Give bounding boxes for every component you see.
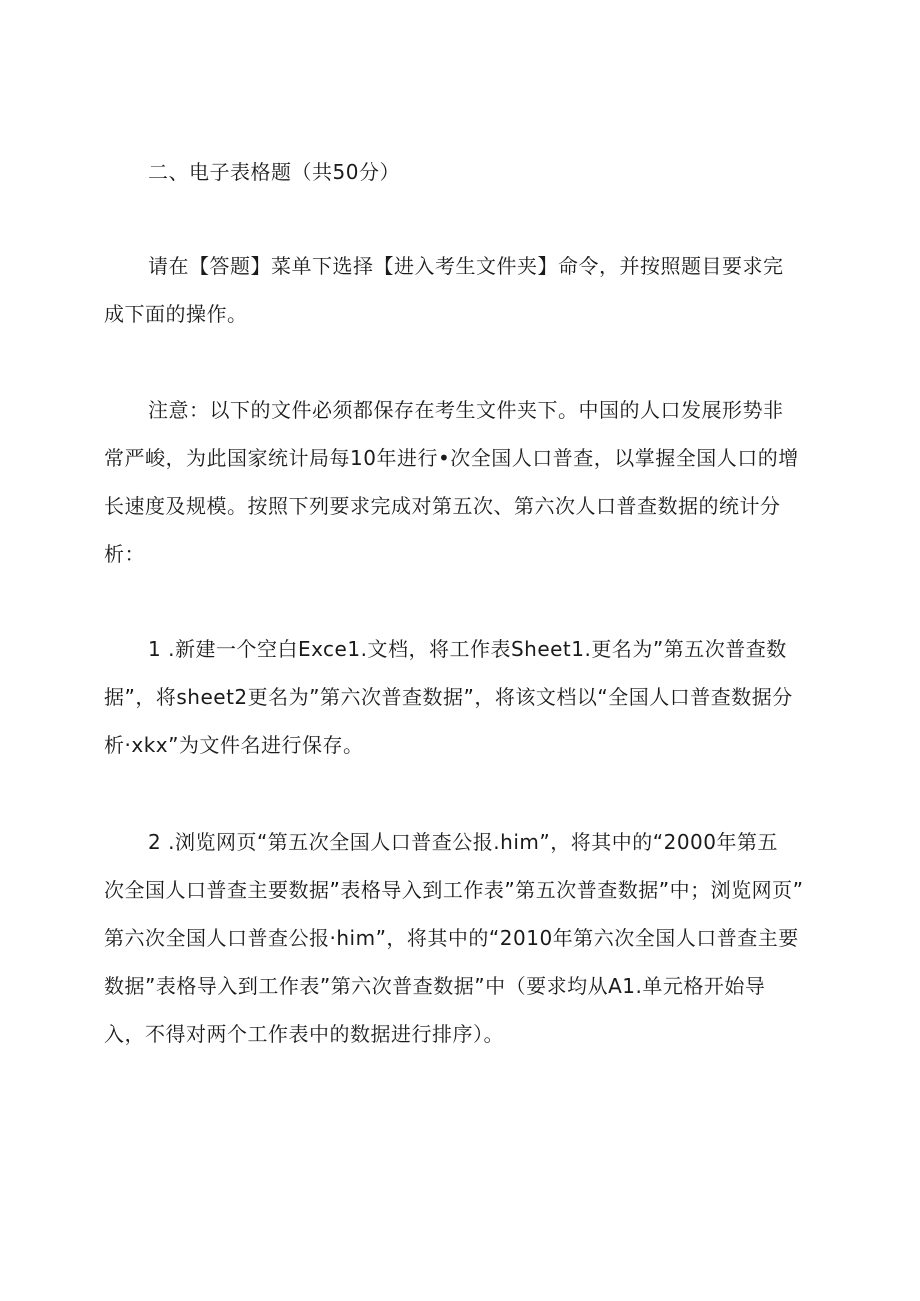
instruction-line: 成下面的操作。 — [104, 302, 248, 326]
task-item-line: 2 .浏览网页“第五次全国人口普查公报.him”，将其中的“2000年第五 — [148, 830, 778, 854]
task-item-line: 次全国人口普查主要数据”表格导入到工作表”第五次普查数据”中；浏览网页” — [104, 878, 804, 902]
task-item-1 — [104, 625, 824, 769]
task-item-line: 数据”表格导入到工作表”第六次普查数据”中（要求均从A1.单元格开始导 — [104, 974, 766, 998]
task-item-line: 析·xkx”为文件名进行保存。 — [104, 733, 364, 757]
notice-line: 注意：以下的文件必须都保存在考生文件夹下。中国的人口发展形势非 — [148, 398, 784, 422]
notice-line: 常严峻，为此国家统计局每10年进行•次全国人口普查，以掌握全国人口的增 — [104, 446, 799, 470]
task-item-line: 据”，将sheet2更名为”第六次普查数据”，将该文档以“全国人口普查数据分 — [104, 685, 793, 709]
heading-text: 二、电子表格题（共50分） — [148, 160, 400, 184]
notice-line: 析： — [104, 542, 145, 566]
notice-line: 长速度及规模。按照下列要求完成对第五次、第六次人口普查数据的统计分 — [104, 494, 781, 518]
task-item-line: 1 .新建一个空白Exce1.文档，将工作表Sheet1.更名为”第五次普查数 — [148, 637, 787, 661]
task-item-line: 入，不得对两个工作表中的数据进行排序）。 — [104, 1022, 504, 1046]
task-item-line: 第六次全国人口普查公报·him”，将其中的“2010年第六次全国人口普查主要 — [104, 926, 799, 950]
section-heading — [104, 148, 824, 196]
instruction-paragraph — [104, 242, 824, 338]
notice-paragraph — [104, 386, 824, 578]
task-item-2 — [104, 818, 824, 1058]
instruction-line: 请在【答题】菜单下选择【进入考生文件夹】命令，并按照题目要求完 — [148, 254, 784, 278]
